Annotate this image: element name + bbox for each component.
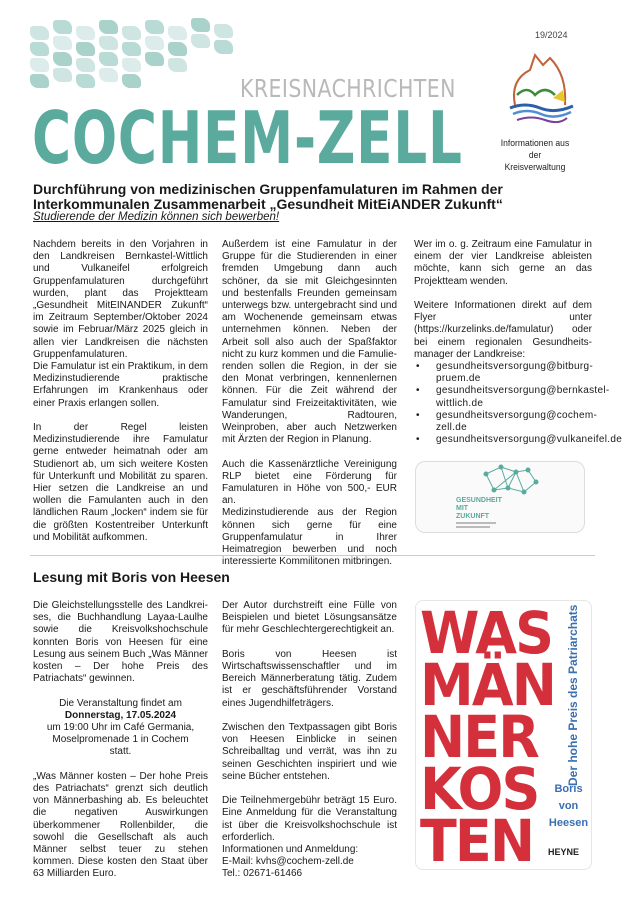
paragraph: Zwischen den Textpassagen gibt Boris von Heesen Einblicke in seinen Schreiballtag und verrät, was ihn zu seinen Geschichten inspiriert und wie seine Bücher entstehen. [222, 722, 397, 782]
tile [122, 74, 141, 88]
tile [99, 68, 118, 82]
book-title-line: NER [420, 703, 538, 771]
paragraph: Die Famulatur ist ein Praktikum, in dem Medizinstudierende praktische Erfahrungen im Krankenhaus oder einer Praxis erlangen sollen. [33, 361, 208, 409]
contact-phone: Tel.: 02671-61466 [222, 868, 303, 880]
book-title-line: WAS [420, 600, 553, 667]
email-link[interactable]: • gesundheitsversorgung@bernkastel-wittlich.de [414, 385, 592, 409]
article-title: Lesung mit Boris von Heesen [33, 569, 230, 585]
masthead-kicker: KREISNACHRICHTEN [240, 74, 456, 103]
event-line: statt. [109, 746, 132, 758]
email-link[interactable]: • gesundheitsversorgung@cochem-zell.de [414, 410, 592, 434]
book-author [546, 781, 591, 832]
district-logo [505, 50, 575, 132]
paragraph: Medizinstudierende aus der Region können sich gerne für eine Gruppenfamulatur in Ihrer Heimatregion bewerben und noch interessierte Kommilitonen mitbringen. [222, 507, 397, 568]
masthead-title: COCHEM-ZELL [32, 96, 463, 180]
tile [30, 58, 49, 72]
network-icon [416, 462, 586, 534]
tile [145, 20, 164, 34]
logo-text: GESUNDHEIT [456, 497, 502, 504]
tile [145, 36, 164, 50]
article1-column-1 [33, 239, 208, 556]
event-line: Die Veranstaltung findet am [59, 697, 182, 709]
email-list [414, 361, 623, 446]
tile [122, 42, 141, 56]
email-link[interactable]: • gesundheitsversorgung@vulkaneifel.de [414, 434, 592, 446]
section-divider [30, 555, 595, 556]
event-info [33, 698, 208, 759]
tagline-line: der Kreisverwaltung [504, 150, 566, 173]
article1-column-2 [222, 239, 397, 581]
paragraph: Die Gleichstellungsstelle des Landkreises, die Buchhandlung Layaa-Laulhe sowie die Kreisvolkshochschule konnten Boris von Heesen für eine Lesung aus seinem Buch „Was Männer kosten – Der hohe Preis des Patriachats“ gewinnen. [33, 600, 208, 685]
contact-label: Informationen und Anmeldung: [222, 844, 359, 856]
masthead-tagline [498, 138, 572, 174]
article-subtitle: Studierende der Medizin können sich bewerben! [33, 211, 280, 223]
paragraph: Wer im o. g. Zeitraum eine Famulatur in einem der vier Landkreise ableisten möchte, kann sich gerne an das Projektteam wenden. [414, 239, 592, 287]
tile [30, 26, 49, 40]
paragraph: Boris von Heesen ist Wirtschaftswissenschaftler und im Bereich Männerberatung tätig. Zudem ist er geschäftsführender Vorstand eines Jugendhilfeträgers. [222, 648, 397, 709]
paragraph: In der Regel leisten Medizinstudierende ihre Famulatur gerne entweder heimatnah oder am Studienort ab, um sich weitere Kosten für Unterkunft und Mobilität zu sparen. Hier setzen die Landkreise an und wollen die Famulanten auch in den ländlichen Raum „locken“ indem sie für die größten Kostentreiber Unterkunft und Mobilität aufkommen. [33, 422, 208, 543]
tile [214, 24, 233, 38]
tile [145, 52, 164, 66]
article2-column-1 [33, 600, 208, 893]
author-line: Boris [554, 783, 583, 795]
paragraph: Auch die Kassenärztliche Vereinigung RLP bietet eine Förderung für Famulaturen in Höhe von 500,- EUR an. [222, 458, 397, 507]
author-line: Heesen [548, 817, 589, 829]
tile [168, 26, 187, 40]
tile [99, 36, 118, 50]
article2-column-2 [222, 600, 397, 881]
paragraph: Nachdem bereits in den Vorjahren in den Landkreisen Bernkastel-Wittlich und Vulkaneifel erfolgreich Gruppenfamulaturen durchgeführt wurden, plant das Projektteam „Gesundheit MitEINANDER Zukunft“ im Zeitraum September/Oktober 2024 sowie im Februar/März 2025 gleich in allen vier Landkreisen die nächsten Gruppenfamulaturen. [33, 239, 208, 360]
paragraph: Weitere Informationen direkt auf dem Flyer unter (https://kurzelinks.de/famulatur) oder bei einem regionalen Gesundheitsmanager der Landkreise: [414, 300, 592, 360]
paragraph: Außerdem ist eine Famulatur in der Gruppe für die Studierenden in einer fremden Umgebung dann auch schöner, da sie mit Gleichgesinnten und bestenfalls Freunden gemeinsam unterwegs bzw. untergebracht sind und am Wochenende gemeinsam etwas unternehmen können. Neben der Arbeit soll also auch der Spaßfaktor nicht zu kurz kommen und die Famulierenden sollen die Region, in der sie den Monat verbringen, kennenlernen können. Für die Zeit während der Famulatur sind Freizeitaktivitäten, wie Wanderungen, Radtouren, Weinproben, aber auch Netzwerken mit Ärzten der Region in Planung. [222, 239, 397, 446]
event-date: Donnerstag, 17.05.2024 [64, 709, 177, 721]
tile [30, 74, 49, 88]
svg-text:MIT: MIT [456, 505, 469, 512]
tile [99, 52, 118, 66]
tile [191, 34, 210, 48]
article-title: Durchführung von medizinischen Gruppenfamulaturen im Rahmen der Interkommunalen Zusammenarbeit „Gesundheit MitEiANDER Zukunft“ [33, 181, 503, 212]
paragraph: Der Autor durchstreift eine Fülle von Beispielen und bietet Lösungsansätze für mehr Geschlechtergerechtigkeit an. [222, 600, 397, 636]
event-line: um 19:00 Uhr im Café Germania, Moselpromenade 1 in Cochem [46, 722, 195, 746]
paragraph: „Was Männer kosten – Der hohe Preis des Patriachats“ grenzt sich deutlich von Männerbashing ab. Es beleuchtet die negativen Auswirkungen überkommener Rollenbilder, die sowohl die Gesellschaft als auch Männer selbst teuer zu stehen kommen. Diese kosten den Staat über 63 Milliarden Euro. [33, 770, 208, 880]
tile [122, 58, 141, 72]
tile [53, 20, 72, 34]
header-tile-pattern [30, 18, 240, 88]
tile [53, 68, 72, 82]
email-link[interactable]: • gesundheitsversorgung@bitburg-pruem.de [414, 361, 592, 385]
tile [191, 18, 210, 32]
issue-number: 19/2024 [535, 30, 568, 40]
tile [99, 20, 118, 34]
book-title-line: TEN [420, 807, 534, 870]
book-title-line: MÄN [420, 651, 555, 719]
tile [53, 36, 72, 50]
tile [122, 26, 141, 40]
book-title-line: KOS [420, 755, 539, 823]
tile [76, 42, 95, 56]
tile [168, 58, 187, 72]
publisher-logo: HEYNE [548, 847, 580, 857]
contact-email[interactable]: E-Mail: kvhs@cochem-zell.de [222, 856, 354, 868]
tile [76, 58, 95, 72]
article1-column-3 [414, 239, 623, 446]
tile [30, 42, 49, 56]
tagline-line: Informationen aus [500, 138, 570, 149]
book-cover [415, 600, 592, 870]
author-line: von [558, 800, 579, 812]
tile [76, 26, 95, 40]
paragraph: Die Teilnehmergebühr beträgt 15 Euro. Eine Anmeldung für die Veranstaltung ist über die Kreisvolkshochschule ist erforderlich. [222, 795, 397, 843]
tile [76, 74, 95, 88]
gesundheit-mit-zukunft-logo [415, 461, 585, 533]
book-subtitle: Der hohe Preis des Patriarchats [566, 604, 580, 786]
svg-text:ZUKUNFT: ZUKUNFT [456, 513, 490, 520]
tile [168, 42, 187, 56]
tile [214, 40, 233, 54]
tile [53, 52, 72, 66]
